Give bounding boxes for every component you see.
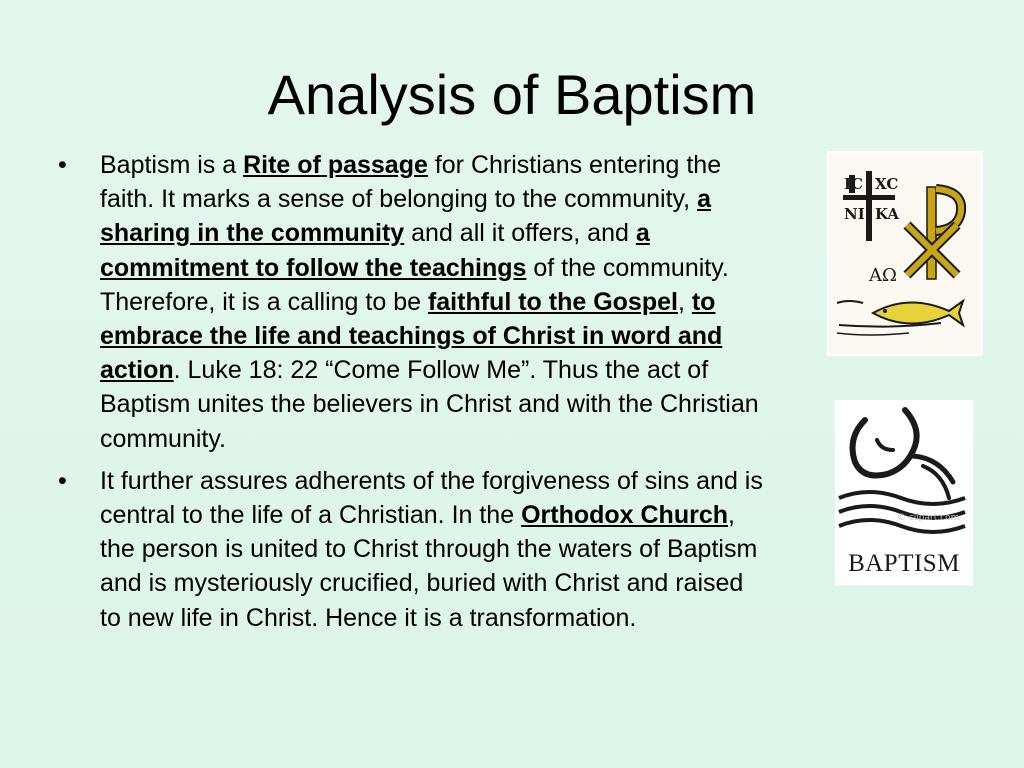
emphasis-faithful-to-gospel: faithful to the Gospel [427,287,678,316]
emphasis-orthodox-church: Orthodox Church [521,501,728,530]
chi-rho-icon [907,187,961,279]
dove-over-water-icon [835,400,973,550]
emphasis-commitment-to-follow: a commitment to follow the teachings [100,219,650,282]
cross-letters-ic: IC [844,175,863,193]
christian-symbols-icon [829,153,981,354]
baptism-label: BAPTISM [848,550,960,577]
fish-icon [873,301,963,325]
emphasis-rite-of-passage: Rite of passage [243,151,428,179]
text-segment: for Christians entering the faith. It marks a sense of belonging to the community, [100,151,722,214]
emphasis-sharing-in-community: a sharing in the community [100,185,711,248]
text-segment: , [677,287,692,316]
cross-letters-ni: NI [844,205,865,223]
bullet-marker: • [58,151,67,179]
slide-title: Analysis of Baptism [267,63,757,126]
bullet-item [56,464,766,635]
text-segment: . Luke 18: 22 “Come Follow Me”. Thus the act of Baptism unites the believers in Christ and with the Christian community. [100,356,759,453]
baptism-logo-image [835,400,973,585]
watermark-text: © clipart.com [897,513,960,523]
text-segment: , the person is united to Christ through the waters of Baptism and is mysteriously crucified, buried with Christ and raised to new life in Christ. Hence it is a transformation. [100,501,758,632]
bullet-marker: • [58,466,67,495]
text-segment: It further assures adherents of the forgiveness of sins and is central to the life of a Christian. In the [100,466,763,530]
alpha-omega-text: ΑΩ [869,265,897,286]
text-segment: of the community. Therefore, it is a calling to be [100,253,729,316]
cross-letters-xc: XC [875,175,899,193]
christian-symbols-image [827,151,983,356]
emphasis-embrace-life: to embrace the life and teachings of Christ in word and action [100,287,723,385]
bullet-list [56,148,766,643]
text-segment: and all it offers, and [404,219,636,248]
text-segment: Baptism is a [100,151,244,179]
cross-letters-ka: KA [875,205,900,223]
bullet-item [56,148,766,456]
